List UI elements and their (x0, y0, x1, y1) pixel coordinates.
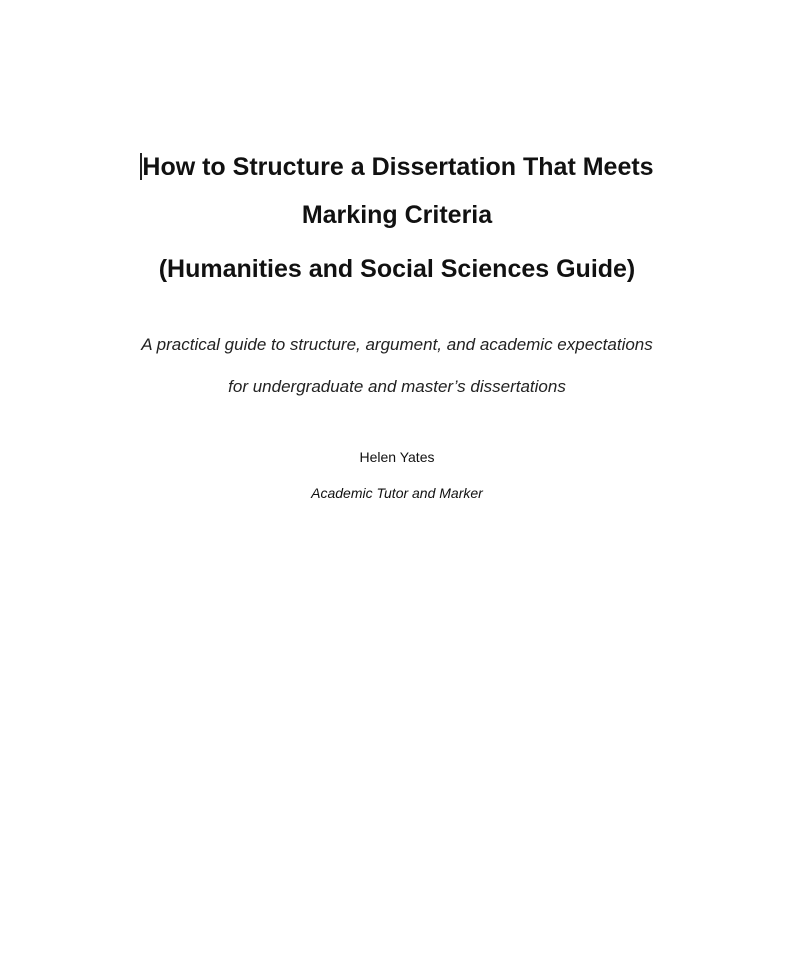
document-subtitle (0, 324, 794, 408)
author-name[interactable]: Helen Yates (359, 449, 435, 465)
author-role[interactable]: Academic Tutor and Marker (311, 485, 483, 501)
subtitle-line-2[interactable]: for undergraduate and master’s dissertations (228, 377, 566, 396)
subtitle-line-1[interactable]: A practical guide to structure, argument, and academic expectations (141, 335, 653, 354)
title-line-1-text[interactable]: How to Structure a Dissertation That Meets (142, 153, 654, 181)
title-line-1[interactable] (0, 143, 794, 191)
document-title (0, 143, 794, 293)
title-line-3[interactable]: (Humanities and Social Sciences Guide) (158, 255, 636, 283)
title-line-2[interactable]: Marking Criteria (301, 201, 493, 229)
